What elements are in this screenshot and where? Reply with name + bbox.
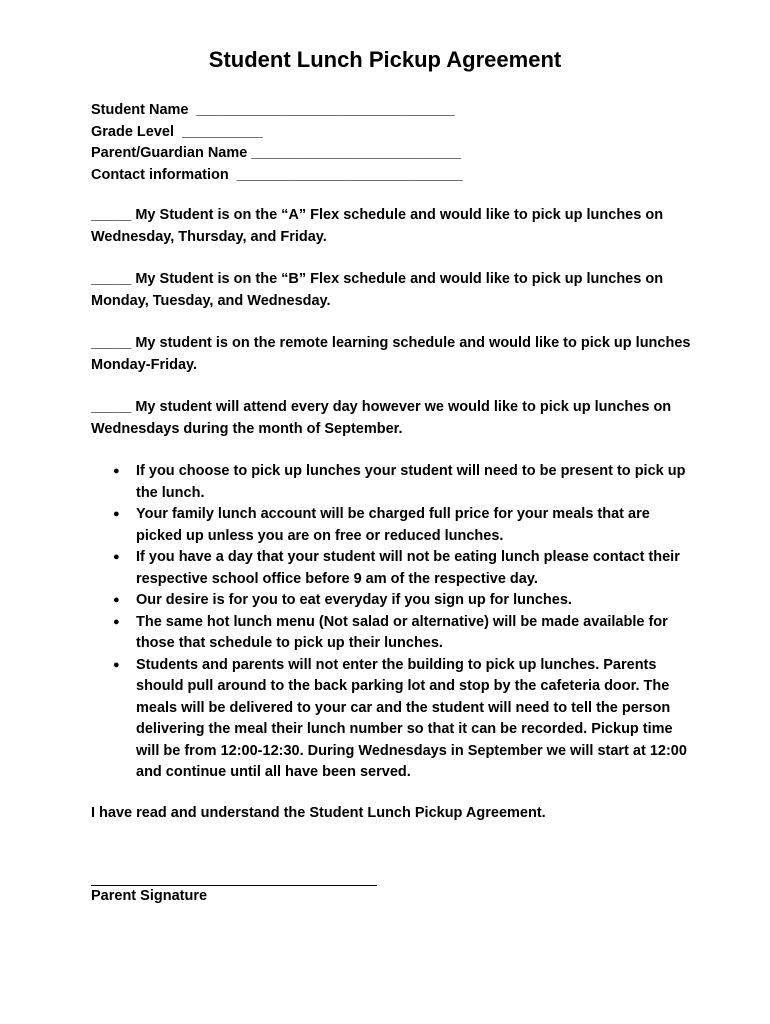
- list-item-text: Your family lunch account will be charged full price for your meals that are picked up unless you are on free or reduced lunches.: [136, 506, 650, 544]
- bullet-icon: ●: [113, 551, 120, 563]
- student-name-field[interactable]: Student Name ________________________________: [91, 102, 455, 118]
- student-info-fields: [91, 100, 463, 186]
- list-item-text: If you choose to pick up lunches your student will need to be present to pick up the lunch.: [136, 463, 686, 501]
- page-title: Student Lunch Pickup Agreement: [208, 47, 562, 72]
- list-item-text: If you have a day that your student will not be eating lunch please contact their respective school office before 9 am of the respective day.: [136, 549, 680, 587]
- list-item: [91, 655, 691, 784]
- list-item-text: Students and parents will not enter the building to pick up lunches. Parents should pull around to the back parking lot and stop by the cafeteria door. The meals will be delivered to your car and the student will need to tell the person delivering the meal their lunch number so that it can be recorded. Pickup time will be from 12:00-12:30. During Wednesdays in September we will start at 12:00 and continue until all have been served.: [136, 656, 687, 780]
- list-item: [91, 612, 691, 655]
- bullet-icon: ●: [113, 465, 120, 477]
- list-item-text: The same hot lunch menu (Not salad or alternative) will be made available for those that schedule to pick up their lunches.: [136, 613, 668, 651]
- list-item: [91, 504, 691, 547]
- contact-information-field[interactable]: Contact information ____________________________: [91, 166, 463, 183]
- list-item-text: Our desire is for you to eat everyday if you sign up for lunches.: [136, 592, 572, 608]
- list-item: [91, 547, 691, 590]
- option-remote[interactable]: _____ My student is on the remote learning schedule and would like to pick up lunches Monday-Friday.: [91, 335, 691, 373]
- list-item: [91, 461, 691, 504]
- bullet-icon: ●: [113, 615, 120, 628]
- parent-guardian-name-field[interactable]: Parent/Guardian Name __________________________: [91, 145, 462, 161]
- policy-list: [91, 461, 691, 784]
- option-wednesdays-september[interactable]: _____ My student will attend every day however we would like to pick up lunches on Wednesdays during the month of September.: [91, 399, 672, 437]
- grade-level-field[interactable]: Grade Level __________: [91, 123, 263, 140]
- bullet-icon: ●: [113, 594, 120, 606]
- option-a-flex[interactable]: _____ My Student is on the “A” Flex schedule and would like to pick up lunches on Wednesday, Thursday, and Friday.: [91, 207, 664, 245]
- list-item: [91, 590, 691, 612]
- signature-line[interactable]: [91, 885, 377, 886]
- signature-label: Parent Signature: [91, 888, 208, 904]
- acknowledgement-statement: I have read and understand the Student Lunch Pickup Agreement.: [91, 805, 546, 821]
- bullet-icon: ●: [113, 508, 120, 520]
- option-b-flex[interactable]: _____ My Student is on the “B” Flex schedule and would like to pick up lunches on Monday, Tuesday, and Wednesday.: [91, 271, 664, 309]
- bullet-icon: ●: [113, 658, 120, 671]
